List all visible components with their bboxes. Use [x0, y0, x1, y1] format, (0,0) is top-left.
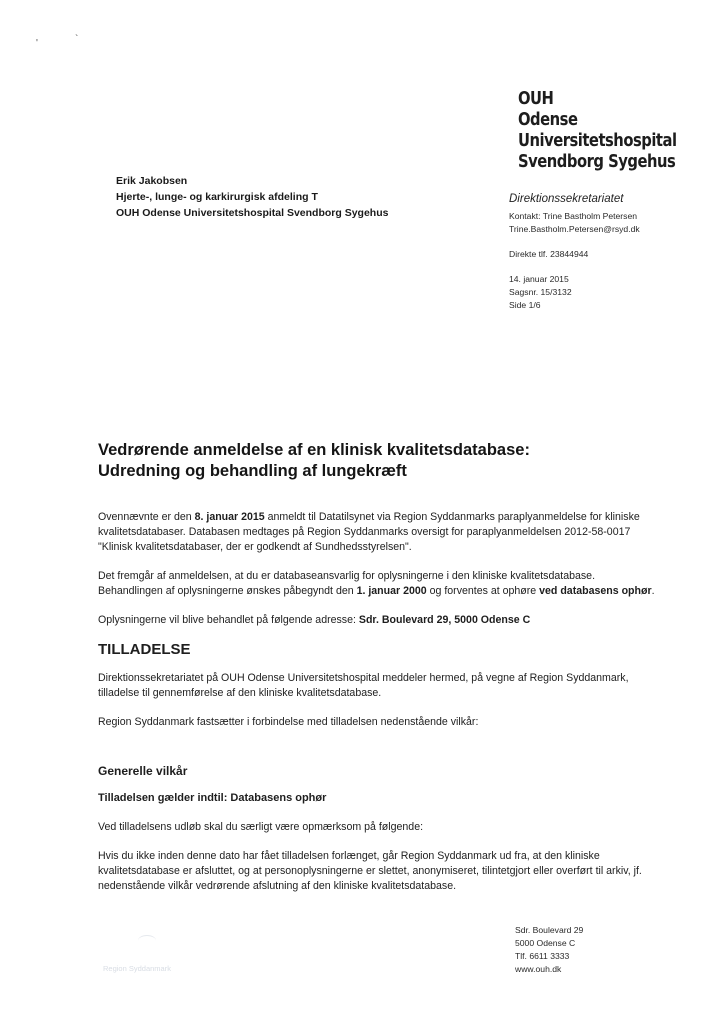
scan-mark: ` — [75, 34, 79, 45]
notification-date: 8. januar 2015 — [194, 511, 265, 523]
footer-city: 5000 Odense C — [515, 938, 576, 948]
heading-general-conditions: Generelle vilkår — [98, 764, 188, 778]
footer-address — [515, 924, 583, 976]
paragraph-expiry-note: Ved tilladelsens udløb skal du særligt være opmærksom på følgende: — [98, 821, 424, 833]
sender-info — [509, 193, 640, 312]
logo-line: Universitetshospital — [518, 130, 677, 151]
paragraph-permission: Direktionssekretariatet på OUH Odense Universitetshospital meddeler hermed, på vegne af Region Syddanmark, tilladelse til gennemførelse af den kliniske kvalitetsdatabase. — [98, 672, 629, 699]
recipient-name: Erik Jakobsen — [116, 175, 188, 187]
ouh-logo — [518, 88, 711, 172]
title-line-2: Udredning og behandling af lungekræft — [98, 462, 407, 480]
recipient-address — [116, 173, 388, 221]
case-number: Sagsnr. 15/3132 — [509, 287, 572, 297]
start-date: 1. januar 2000 — [356, 585, 427, 597]
footer-phone: Tlf. 6611 3333 — [515, 951, 570, 961]
logo-line: Odense — [518, 109, 578, 130]
end-condition: ved databasens ophør — [539, 585, 652, 597]
footer-street: Sdr. Boulevard 29 — [515, 925, 584, 935]
paragraph-address: Oplysningerne vil blive behandlet på følgende adresse: Sdr. Boulevard 29, 5000 Odense C — [98, 614, 531, 626]
logo-line: OUH — [518, 88, 554, 109]
footer-web: www.ouh.dk — [515, 964, 562, 974]
heading-tilladelse: TILLADELSE — [98, 641, 191, 658]
paragraph-responsibility: Det fremgår af anmeldelsen, at du er databaseansvarlig for oplysningerne i den kliniske kvalitetsdatabase. Behandlingen af oplysningerne ønskes påbegyndt den 1. januar 2000 og forventes at ophøre ved databasens ophør. — [98, 570, 655, 597]
sender-contact: Kontakt: Trine Bastholm Petersen — [509, 211, 638, 221]
document-title — [98, 440, 658, 482]
processing-address: Sdr. Boulevard 29, 5000 Odense C — [358, 614, 531, 626]
paragraph-notification: Ovennævnte er den 8. januar 2015 anmeldt til Datatilsynet via Region Syddanmarks paraplyanmeldelse for kliniske kvalitetsdatabaser. Databasen medtages på Region Syddanmarks oversigt for paraplyanmeldelsen 2012-58-0017 "Klinisk kvalitetsdatabaser, der er godkendt af Sundhedsstyrelsen". — [98, 511, 640, 553]
letter-date: 14. januar 2015 — [509, 274, 569, 284]
letter-body — [98, 440, 658, 894]
logo-line: Svendborg Sygehus — [518, 151, 676, 172]
region-logo-mark — [138, 935, 156, 946]
region-logo-text: Region Syddanmark — [103, 964, 171, 973]
page-number: Side 1/6 — [509, 300, 541, 310]
paragraph-expiry-details: Hvis du ikke inden denne dato har fået tilladelsen forlænget, går Region Syddanmark ud fra, at den kliniske kvalitetsdatabase er afsluttet, og at personoplysningerne er slettet, anonymiseret, tilintetgjort eller overført til arkiv, jf. nedenstående vilkår vedrørende afslutning af den kliniske kvalitetsdatabase. — [98, 850, 642, 892]
sender-department: Direktionssekretariatet — [509, 193, 624, 205]
sender-email: Trine.Bastholm.Petersen@rsyd.dk — [509, 224, 640, 234]
heading-valid-until: Tilladelsen gælder indtil: Databasens ophør — [98, 792, 327, 804]
sender-phone: Direkte tlf. 23844944 — [509, 249, 589, 259]
scan-mark: ' — [36, 38, 38, 49]
paragraph-conditions-intro: Region Syddanmark fastsætter i forbindelse med tilladelsen nedenstående vilkår: — [98, 716, 479, 728]
title-line-1: Vedrørende anmeldelse af en klinisk kvalitetsdatabase: — [98, 441, 530, 459]
recipient-department: Hjerte-, lunge- og karkirurgisk afdeling T — [116, 191, 318, 203]
recipient-hospital: OUH Odense Universitetshospital Svendborg Sygehus — [116, 207, 389, 219]
